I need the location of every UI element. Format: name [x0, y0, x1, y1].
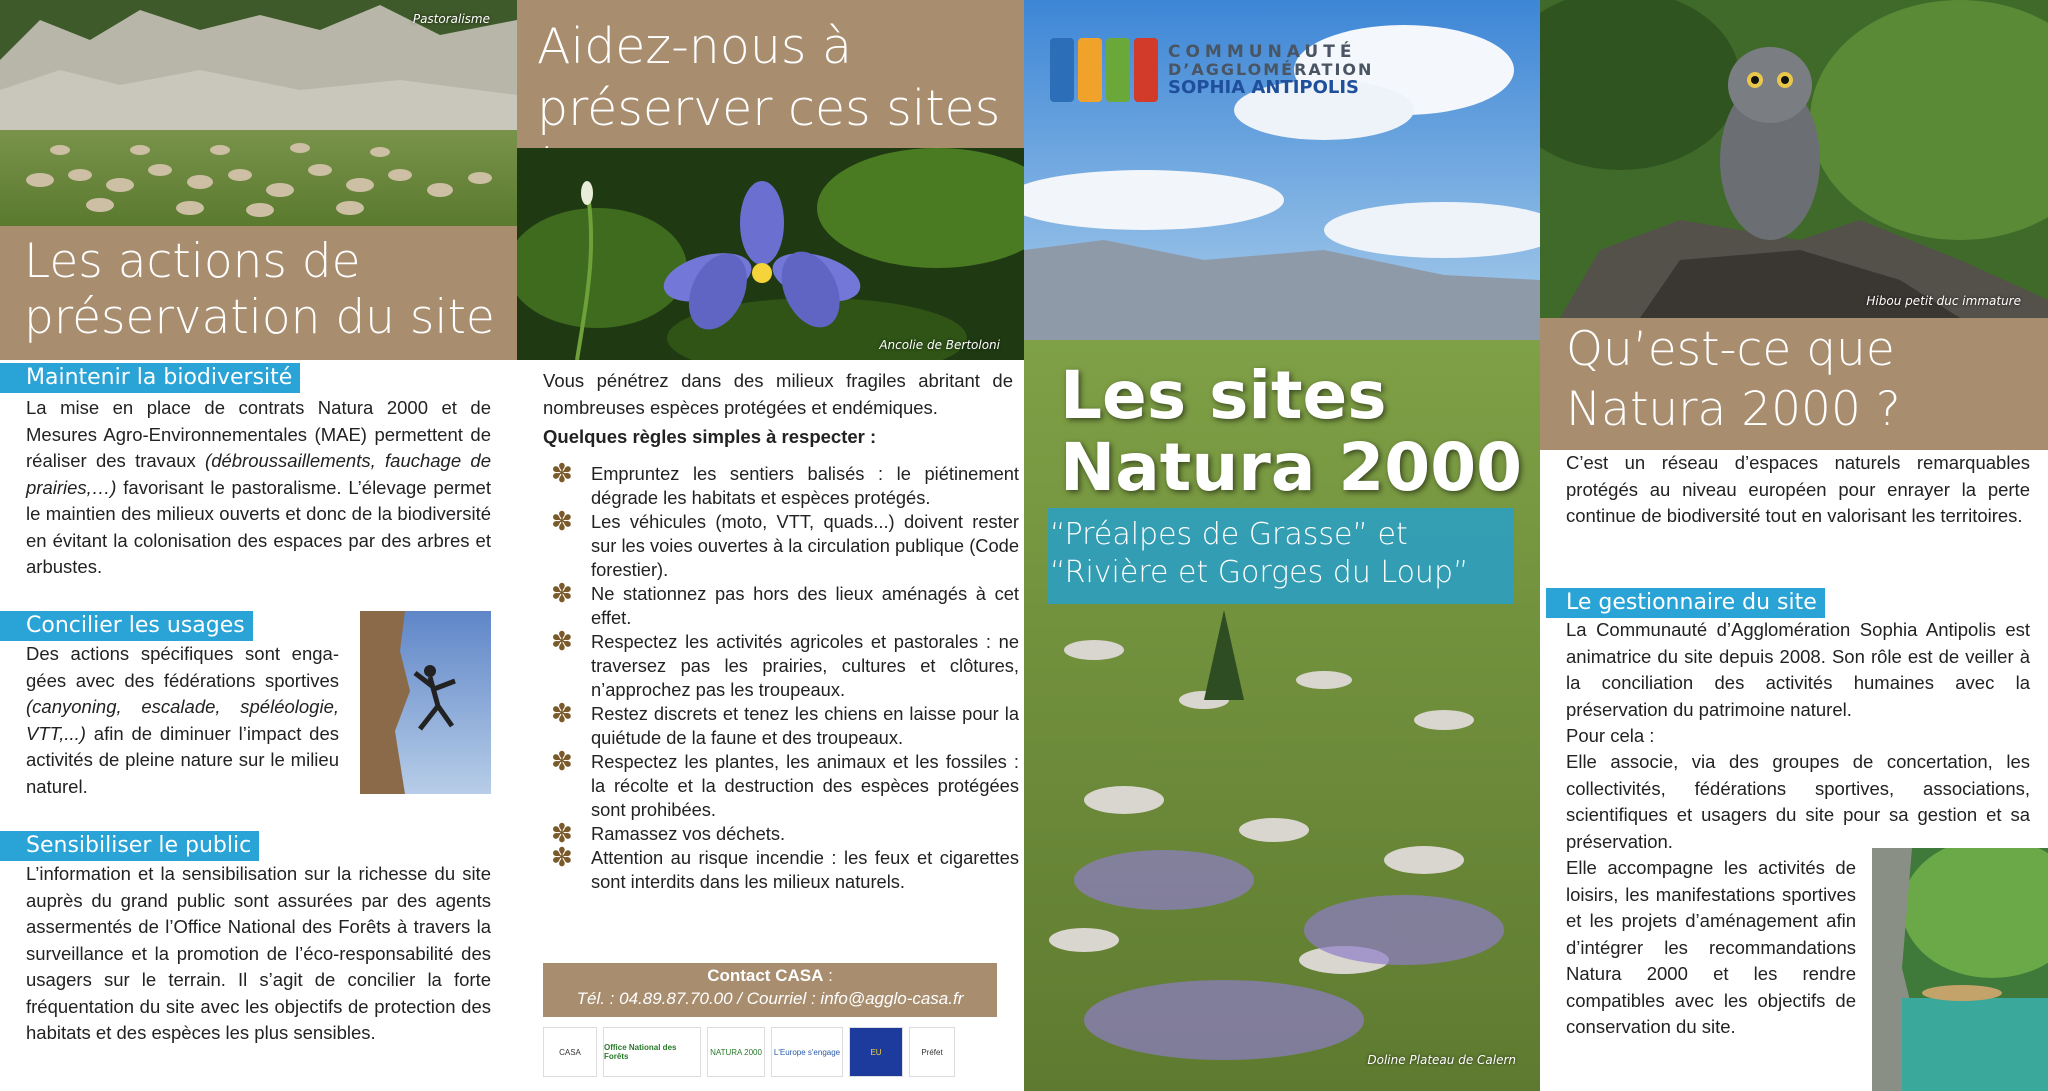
rule-item: ✽ Ramassez vos déchets. — [551, 818, 786, 848]
manager-para-2: Pour cela : — [1566, 725, 1655, 746]
label-site-manager: Le gestionnaire du site — [1546, 588, 1825, 618]
photo-caption: Doline Plateau de Calern — [1367, 1053, 1516, 1067]
gorges-photo — [1872, 848, 2048, 1091]
onf-logo: Office National des Forêts — [603, 1027, 701, 1077]
label-maintain-biodiversity: Maintenir la biodiversité — [0, 363, 300, 393]
help-title-banner — [517, 0, 1024, 148]
panel-cover — [1024, 0, 1540, 1091]
photo-caption: Pastoralisme — [412, 12, 490, 26]
casa-brand — [1048, 34, 1373, 106]
cover-title-line-1: Les sites — [1060, 357, 1387, 434]
rule-item: ✽ Respectez les plantes, les animaux et les fossiles : la récolte et la destruction des espèces protégées sont prohibées. — [551, 746, 1019, 820]
rules-list — [539, 458, 1019, 894]
logo-line-1: COMMUNAUTÉ — [1168, 42, 1357, 62]
manager-para-3: Elle associe, via des groupes de concertation, les collectivités, fédérations sportives, associations, scientifiques et usagers du site pour sa gestion et sa préservation. — [1566, 751, 2030, 852]
intro-text: Vous pénétrez dans des milieux fragiles abritant de nombreuses espèces protégées et endémiques. — [543, 370, 1013, 418]
contact-line: Tél. : 04.89.87.70.00 / Courriel : info@agglo-casa.fr — [576, 989, 964, 1008]
title-line-1: Les actions de — [24, 234, 361, 289]
uses-text: Des actions spécifiques sont engagées avec des fédérations sportives (canyoning, escalade, spéléologie, VTT,...) afin de diminuer l’impact des activités de pleine nature sur le milieu naturel. — [26, 643, 339, 797]
logo-line-2: D’AGGLOMÉRATION — [1168, 60, 1374, 79]
casa-logo-icon — [1048, 34, 1160, 106]
rule-item: ✽ Attention au risque incendie : les feux et cigarettes sont interdits dans les milieux naturels. — [551, 842, 1019, 892]
label-reconcile-uses: Concilier les usages — [0, 611, 253, 641]
europe-commits-logo: L'Europe s'engage — [771, 1027, 843, 1077]
section-title-banner — [0, 226, 517, 360]
flower-bullet-icon: ✽ — [551, 698, 573, 728]
contact-box: Contact CASA : Tél. : 04.89.87.70.00 / Courriel : info@agglo-casa.fr — [543, 963, 997, 1017]
biodiversity-text: La mise en place de contrats Natura 2000 et de Mesures Agro-Environnementales (MAE) permettent de réaliser des travaux (débroussaillements, fauchage de prairies,…) favorisant le pastoralisme. L’élevage permet le maintien des milieux ouverts et donc de la biodiversité en évitant la colonisation des espaces par des arbres et arbustes. — [26, 397, 492, 577]
flower-bullet-icon: ✽ — [551, 842, 573, 872]
columbine-photo — [517, 148, 1024, 360]
flower-bullet-icon: ✽ — [551, 458, 573, 488]
title-line-2: Natura 2000 ? — [1566, 382, 1901, 437]
flower-bullet-icon: ✽ — [551, 818, 573, 848]
pastoralism-photo — [0, 0, 517, 226]
flower-bullet-icon: ✽ — [551, 626, 573, 656]
title-line-2: préserver ces sites — [537, 80, 1001, 137]
flower-bullet-icon: ✽ — [551, 578, 573, 608]
rule-item: ✽ Restez discrets et tenez les chiens en laisse pour la quiétude de la faune et des troupeaux. — [551, 698, 1019, 748]
natura-intro: C’est un réseau d’espaces naturels remarquables protégés au niveau européen pour enrayer la perte continue de biodiversité tout en valorisant les territoires. — [1566, 452, 2030, 526]
climber-photo — [360, 611, 491, 794]
panel-what-is-natura — [1540, 0, 2048, 1091]
manager-para-4: Elle accompagne les activités de loisirs, les manifestations sportives et les projets d’aménagement afin d’intégrer les recommandations Natura 2000 et les rendre compatibles avec les objectifs de conservation du site. — [1566, 857, 1856, 1037]
flower-bullet-icon: ✽ — [551, 746, 573, 776]
rule-item: ✽ Empruntez les sentiers balisés : le piétinement dégrade les habitats et espèces protégés. — [551, 458, 1019, 508]
owl-photo — [1540, 0, 2048, 318]
what-is-title-banner — [1540, 318, 2048, 450]
title-line-2: préservation du site — [24, 290, 495, 345]
logo-line-3: SOPHIA ANTIPOLIS — [1168, 77, 1360, 98]
rules-heading: Quelques règles simples à respecter : — [543, 426, 877, 447]
partner-logos — [543, 1024, 1003, 1080]
label-raise-awareness: Sensibiliser le public — [0, 831, 259, 861]
manager-para-1: La Communauté d’Agglomération Sophia Antipolis est animatrice du site depuis 2008. Son rôle est de veiller à la conciliation des activités humaines avec la préservation du patrimoine naturel. — [1566, 619, 2030, 720]
natura2000-logo: NATURA 2000 — [707, 1027, 765, 1077]
contact-label: Contact CASA — [707, 966, 824, 985]
title-line-1: Aidez-nous à — [537, 18, 853, 75]
rule-item: ✽ Les véhicules (moto, VTT, quads...) doivent rester sur les voies ouvertes à la circulation publique (Code forestier). — [551, 506, 1019, 580]
photo-caption: Hibou petit duc immature — [1866, 294, 2021, 308]
flower-bullet-icon: ✽ — [551, 506, 573, 536]
photo-caption: Ancolie de Bertoloni — [879, 338, 1000, 352]
panel-rules — [517, 0, 1024, 1091]
title-line-1: Qu’est-ce que — [1566, 322, 1895, 377]
panel-actions — [0, 0, 517, 1091]
eu-flag-logo: EU — [849, 1027, 903, 1077]
prefecture-logo: Préfet — [909, 1027, 955, 1077]
casa-logo: CASA — [543, 1027, 597, 1077]
cover-title-line-2: Natura 2000 — [1060, 429, 1523, 506]
awareness-text: L’information et la sensibilisation sur la richesse du site auprès du grand public sont assurées par des agents assermentés de l’Office National des Forêts à travers la surveillance et la promotion de l’éco-responsabilité des usagers sur le terrain. Il s’agit de concilier la forte fréquentation du site avec les objectifs de protection des habitats et des espèces les plus sensibles. — [26, 863, 491, 1043]
rule-item: ✽ Ne stationnez pas hors des lieux aménagés à cet effet. — [551, 578, 1019, 628]
rule-item: ✽ Respectez les activités agricoles et pastorales : ne traversez pas les prairies, cultures et clôtures, n’approchez pas les troupeaux. — [551, 626, 1019, 700]
cover-subtitle: “Préalpes de Grasse” et “Rivière et Gorges du Loup” — [1048, 508, 1514, 604]
